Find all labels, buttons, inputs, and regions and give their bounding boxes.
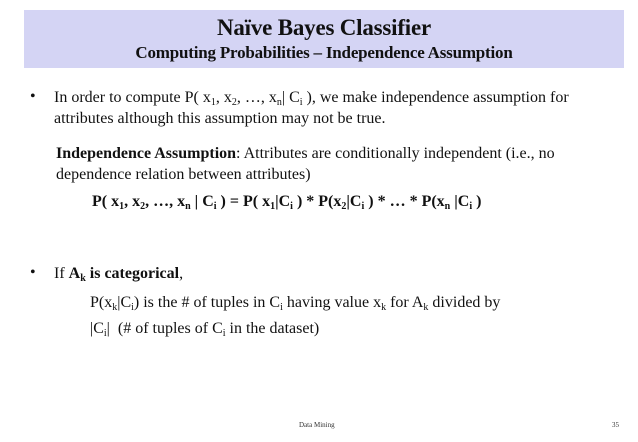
bullet-2-line-2: $P(x_k|C_i)$ is the # of tuples in $C_i$ having value $x_k$ for $A_k$ divided by bbox=[90, 294, 501, 313]
independence-line-2: dependence relation between attributes) bbox=[56, 166, 311, 183]
bullet-marker: • bbox=[30, 264, 36, 281]
slide-header bbox=[24, 10, 624, 68]
bullet-2-heading: If $A_k$ is categorical, bbox=[54, 265, 184, 284]
independence-formula: P( $x_1$, $x_2$, …, $x_n$ | $C_i$ ) = P( $x_1|C_i$ ) * $P(x_2|C_i$ ) * … * $P(x_n$ $|C_i$ ) bbox=[92, 193, 482, 212]
slide-subtitle: Computing Probabilities – Independence Assumption bbox=[135, 43, 513, 62]
independence-assumption bbox=[56, 143, 626, 185]
independence-line-1: Independence Assumption: Attributes are conditionally independent (i.e., no bbox=[56, 145, 555, 162]
bullet-2-line-3: $|C_i|$ (# of tuples of $C_i$ in the dataset) bbox=[90, 320, 320, 339]
bullet-2-body bbox=[90, 290, 630, 342]
bullet-1-line-1: In order to compute P( $x_1$, $x_2$, …, $x_n|$ $C_i$ ), we make independence assumption for bbox=[54, 89, 569, 108]
independence-label: Independence Assumption bbox=[56, 145, 237, 162]
footer-page-number: 35 bbox=[612, 421, 619, 429]
bullet-1-text bbox=[54, 87, 624, 129]
slide-title: Naïve Bayes Classifier bbox=[216, 15, 432, 40]
footer-course: Data Mining bbox=[299, 421, 335, 429]
bullet-marker: • bbox=[30, 88, 36, 105]
bullet-1-line-2: attributes although this assumption may not be true. bbox=[54, 110, 386, 127]
